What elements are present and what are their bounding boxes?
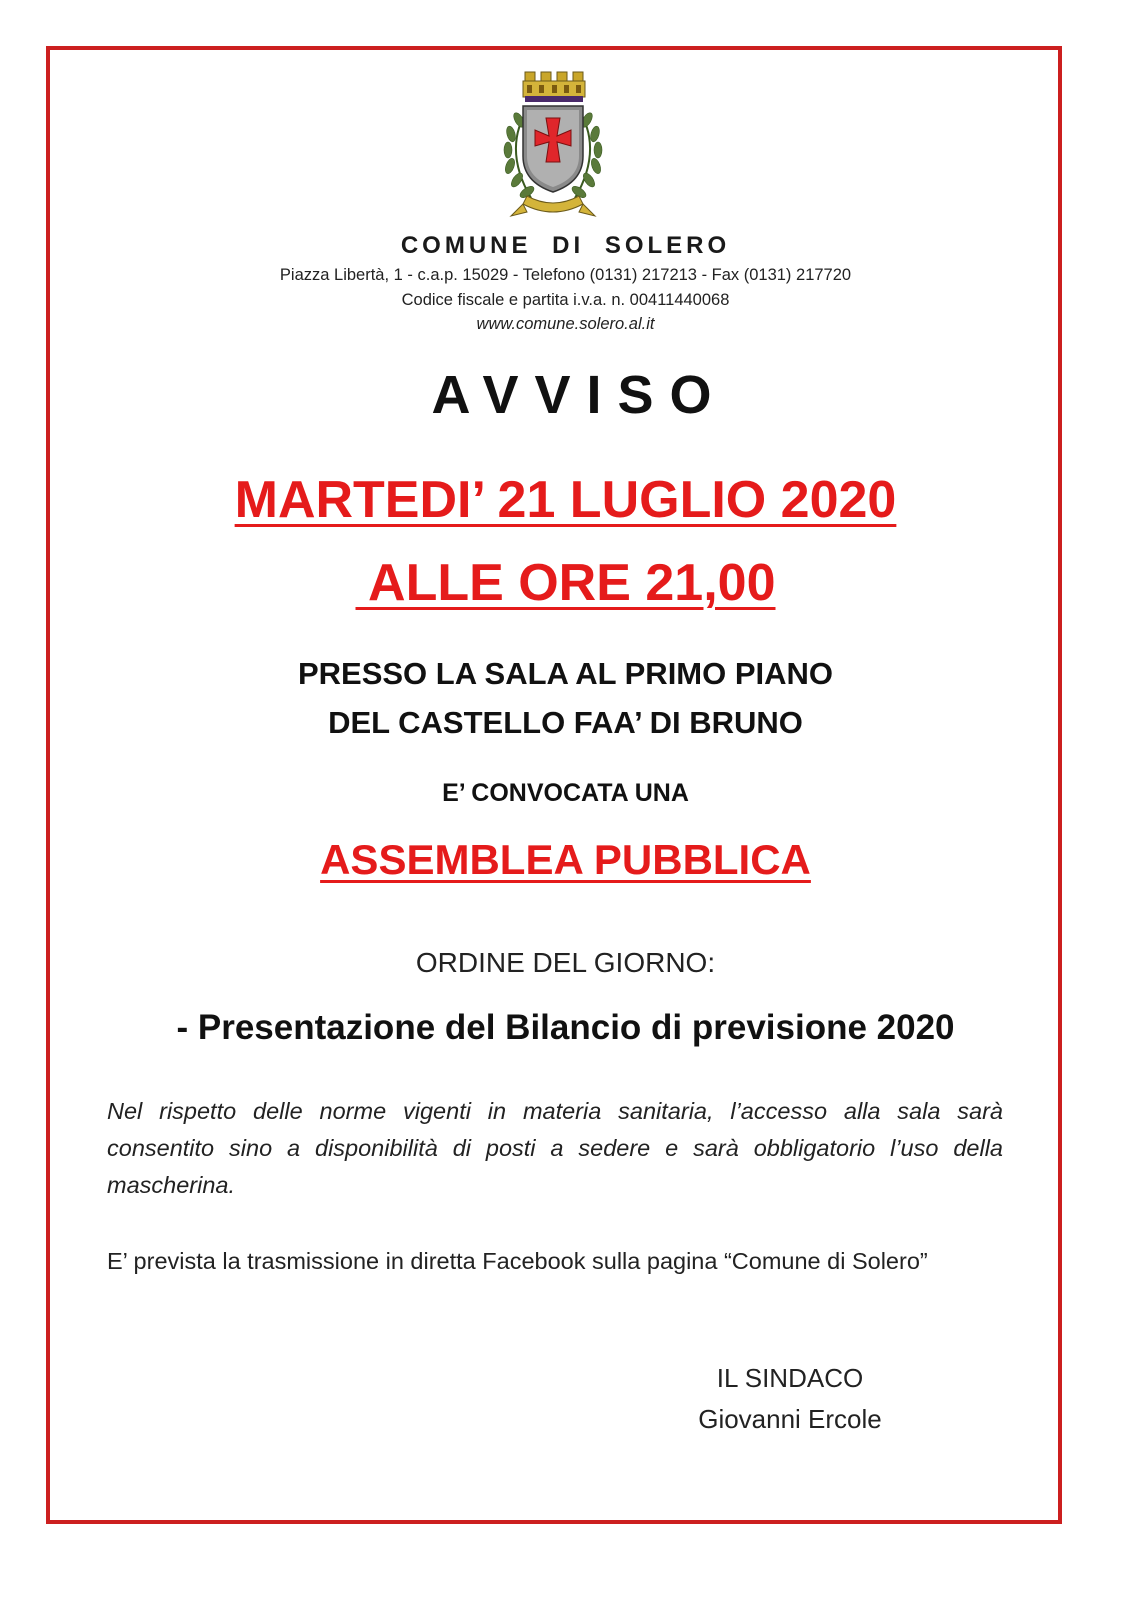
convened-text: E’ CONVOCATA UNA xyxy=(442,779,689,807)
agenda-label: ORDINE DEL GIORNO: xyxy=(415,947,716,978)
ribbon-icon xyxy=(511,196,595,216)
agenda-item: - Presentazione del Bilancio di previsione 2020 xyxy=(176,1008,955,1047)
shield-icon xyxy=(523,106,583,192)
event-time: ALLE ORE 21,00 xyxy=(355,554,776,612)
location-line-2: DEL CASTELLO FAA’ DI BRUNO xyxy=(328,705,803,740)
municipality-name: COMUNE DI SOLERO xyxy=(400,232,731,259)
event-name: ASSEMBLEA PUBBLICA xyxy=(320,836,811,883)
location-line-1: PRESSO LA SALA AL PRIMO PIANO xyxy=(297,656,834,691)
website-link[interactable]: www.comune.solero.al.it xyxy=(476,315,655,333)
stream-note: E’ prevista la trasmissione in diretta Facebook sulla pagina “Comune di Solero” xyxy=(107,1248,928,1274)
health-note: Nel rispetto delle norme vigenti in materia sanitaria, l’accesso alla sala sarà consentito sino a disponibilità di posti a sedere e sarà obbligatorio l’uso della mascherina. xyxy=(107,1098,1003,1198)
signature-role: IL SINDACO xyxy=(716,1363,864,1393)
signature-name: Giovanni Ercole xyxy=(698,1404,882,1434)
notice-title: AVVISO xyxy=(431,365,728,425)
crown-icon xyxy=(523,72,585,102)
event-date: MARTEDI’ 21 LUGLIO 2020 xyxy=(234,471,897,529)
coat-of-arms-icon xyxy=(497,70,609,222)
address-line: Piazza Libertà, 1 - c.a.p. 15029 - Telefono (0131) 217213 - Fax (0131) 217720 xyxy=(279,266,852,284)
tax-code-line: Codice fiscale e partita i.v.a. n. 00411440068 xyxy=(401,291,730,309)
